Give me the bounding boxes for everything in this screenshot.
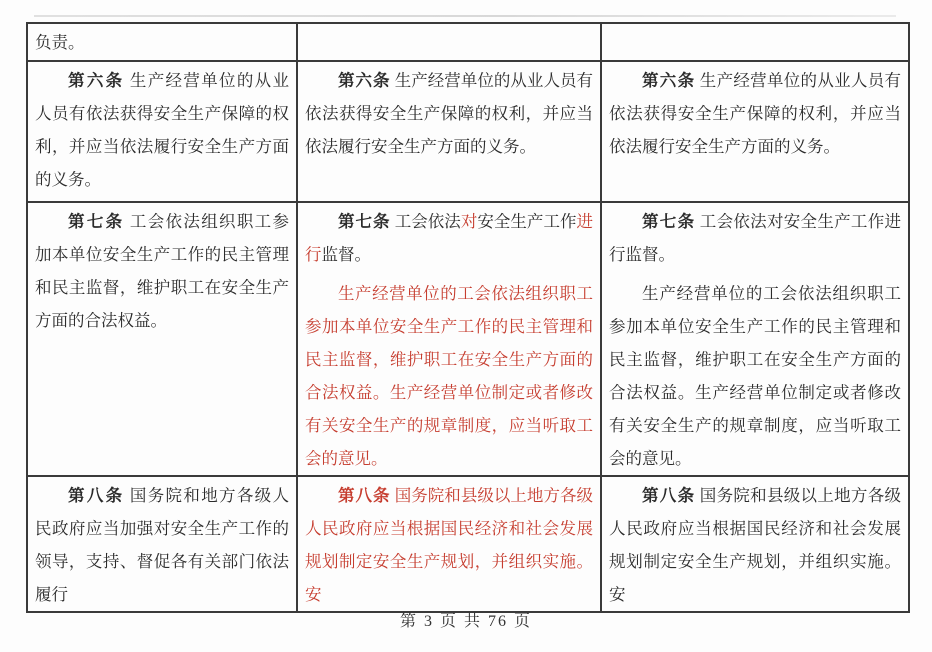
paragraph [35, 26, 289, 59]
changed-text-segment: 进行 [305, 212, 594, 264]
text-segment: 第八条 [642, 486, 696, 505]
changed-text-segment: 国务院和县级以上地方各级人民政府应当根据国民经济和社会发展规划制定安全生产规划，并组织实施。安 [305, 486, 594, 604]
paragraph [305, 479, 593, 611]
text-segment: 第七条 [642, 212, 696, 231]
text-segment: 生产经营单位的工会依法组织职工参加本单位安全生产工作的民主管理和民主监督，维护职工在安全生产方面的合法权益。生产经营单位制定或者修改有关安全生产的规章制度，应当听取工会的意见。 [609, 284, 901, 468]
paragraph [609, 479, 901, 611]
paragraph [305, 64, 593, 163]
text-segment: 工会依法组织职工参加本单位安全生产工作的民主管理和民主监督，维护职工在安全生产方面的合法权益。 [35, 212, 290, 330]
text-segment: 工会依法对安全生产工作进行监督。 [609, 212, 902, 264]
row-article-6-cell-1 [27, 61, 297, 202]
paragraph [35, 479, 289, 611]
text-segment: 工会依法 [390, 212, 461, 231]
text-segment: 生产经营单位的从业人员有依法获得安全生产保障的权利，并应当依法履行安全生产方面的义务。 [35, 71, 290, 189]
paragraph [305, 277, 593, 475]
row-carryover-cell-3 [601, 23, 909, 61]
row-article-7-cell-1 [27, 202, 297, 476]
row-carryover-cell-2 [297, 23, 601, 61]
text-segment: 第八条 [68, 486, 125, 505]
text-segment: 第六条 [642, 71, 696, 90]
row-article-8-cell-2 [297, 476, 601, 612]
page-top-scan-artifact [34, 15, 896, 17]
row-carryover [27, 23, 909, 61]
text-segment: 第七条 [68, 212, 125, 231]
row-article-7-cell-2 [297, 202, 601, 476]
row-article-8 [27, 476, 909, 612]
law-comparison-table [26, 22, 910, 613]
text-segment: 第七条 [338, 212, 391, 231]
row-article-8-cell-3 [601, 476, 909, 612]
paragraph [609, 277, 901, 475]
text-segment: 生产经营单位的从业人员有依法获得安全生产保障的权利，并应当依法履行安全生产方面的义务。 [609, 71, 902, 156]
text-segment: 国务院和地方各级人民政府应当加强对安全生产工作的领导，支持、督促各有关部门依法履行 [35, 486, 290, 604]
text-segment: 第六条 [68, 71, 125, 90]
row-article-6-cell-2 [297, 61, 601, 202]
text-segment: 生产经营单位的从业人员有依法获得安全生产保障的权利，并应当依法履行安全生产方面的义务。 [305, 71, 594, 156]
paragraph [305, 205, 593, 271]
changed-text-segment: 生产经营单位的工会依法组织职工参加本单位安全生产工作的民主管理和民主监督，维护职工在安全生产方面的合法权益。生产经营单位制定或者修改有关安全生产的规章制度，应当听取工会的意见。 [305, 284, 593, 468]
row-article-7-cell-3 [601, 202, 909, 476]
paragraph [609, 205, 901, 271]
text-segment: 负责。 [35, 33, 85, 52]
text-segment: 第六条 [338, 71, 391, 90]
row-article-8-cell-1 [27, 476, 297, 612]
changed-text-segment: 第八条 [338, 486, 391, 505]
row-article-7 [27, 202, 909, 476]
text-segment: 安全生产工作 [477, 212, 577, 231]
text-segment: 监督。 [321, 245, 371, 264]
row-carryover-cell-1 [27, 23, 297, 61]
row-article-6 [27, 61, 909, 202]
text-segment: 国务院和县级以上地方各级人民政府应当根据国民经济和社会发展规划制定安全生产规划，并组织实施。安 [609, 486, 902, 604]
changed-text-segment: 对 [460, 212, 478, 231]
paragraph [35, 64, 289, 196]
paragraph [609, 64, 901, 163]
row-article-6-cell-3 [601, 61, 909, 202]
page-number: 第 3 页 共 76 页 [399, 613, 532, 630]
paragraph [35, 205, 289, 337]
